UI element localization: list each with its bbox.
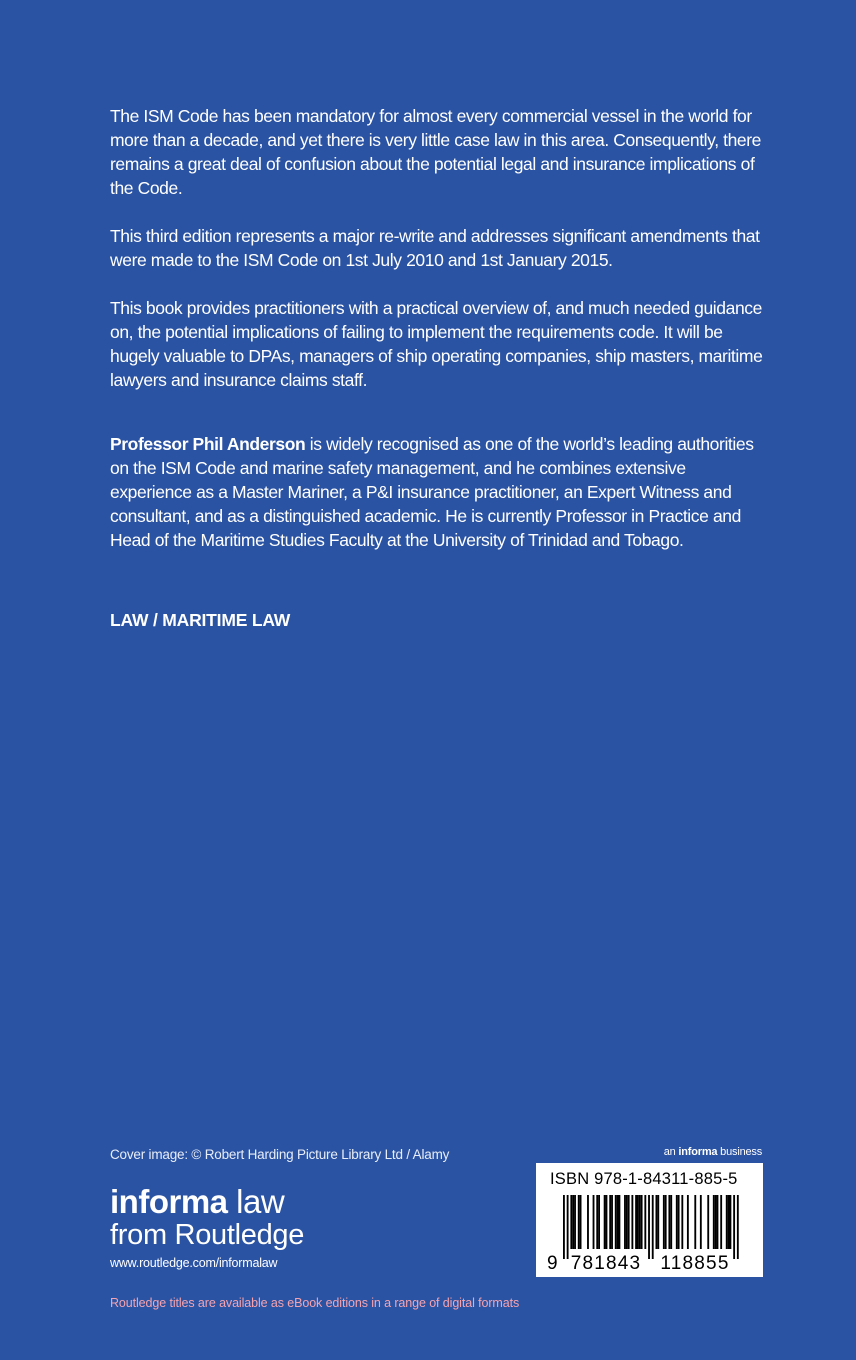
barcode-bar <box>713 1195 715 1249</box>
barcode-guard-bar <box>567 1195 569 1259</box>
barcode-bar <box>678 1195 680 1249</box>
barcode-bar <box>730 1195 732 1249</box>
barcode-bar <box>596 1195 598 1249</box>
barcode-bar <box>619 1195 621 1249</box>
barcode-bar <box>624 1195 626 1249</box>
barcode-bar <box>726 1195 728 1249</box>
blurb <box>110 104 770 576</box>
barcode-bar <box>656 1195 658 1249</box>
author-bio-text: is widely recognised as one of the world’s leading authorities on the ISM Code and marine safety management, and he combines extensive experience as a Master Mariner, a P&I insurance practitioner, an Expert Witness and consultant, and as a distinguished academic. He is currently Professor in Practice and Head of the Maritime Studies Faculty at the University of Trinidad and Tobago. <box>110 434 754 550</box>
barcode-guard-bar <box>733 1195 735 1259</box>
barcode-bar <box>572 1195 574 1249</box>
barcode-bar <box>687 1195 689 1249</box>
barcode-bar <box>657 1195 659 1249</box>
publisher-url: www.routledge.com/informalaw <box>110 1256 278 1270</box>
barcode-bar <box>670 1195 672 1249</box>
barcode-bar <box>609 1195 611 1249</box>
author-name: Professor Phil Anderson <box>110 434 306 454</box>
barcode-bar <box>626 1195 628 1249</box>
barcode-guard-bar <box>737 1195 739 1259</box>
barcode-bar <box>611 1195 613 1249</box>
barcode-bar <box>676 1195 678 1249</box>
isbn-barcode <box>536 1163 763 1277</box>
barcode-bar <box>681 1195 683 1249</box>
barcode-bar <box>578 1195 580 1249</box>
logo-law: law <box>227 1183 285 1220</box>
subject-category: LAW / MARITIME LAW <box>110 610 291 630</box>
barcode-guard-bar <box>648 1195 650 1259</box>
barcode-bar <box>617 1195 619 1249</box>
blurb-paragraph-1: The ISM Code has been mandatory for almost every commercial vessel in the world for more than a decade, and yet there is very little case law in this area. Consequently, there remains a great deal of confusion about the potential legal and insurance implications of the Code. <box>110 106 762 198</box>
barcode-bar <box>700 1195 702 1249</box>
barcode-bar <box>694 1195 696 1249</box>
ebook-availability-note: Routledge titles are available as eBook editions in a range of digital formats <box>110 1296 520 1310</box>
barcode-bar <box>574 1195 576 1249</box>
barcode-guard-bar <box>652 1195 654 1259</box>
publisher-logo <box>110 1184 304 1270</box>
barcode-bar <box>593 1195 595 1249</box>
business-prefix: an <box>663 1146 679 1158</box>
logo-subtitle: from Routledge <box>110 1219 305 1251</box>
barcode-bar <box>707 1195 709 1249</box>
barcode-right-digits: 118855 <box>660 1253 730 1274</box>
isbn-label: ISBN 978-1-84311-885-5 <box>550 1170 738 1188</box>
barcode-bar <box>631 1195 633 1249</box>
barcode-bar <box>668 1195 670 1249</box>
barcode-bar <box>728 1195 730 1249</box>
cover-image-credit: Cover image: © Robert Harding Picture Library Ltd / Alamy <box>110 1147 450 1162</box>
business-suffix: business <box>717 1146 762 1158</box>
barcode-bar <box>587 1195 589 1249</box>
blurb-paragraph-3: This book provides practitioners with a practical overview of, and much needed guidance on, the potential implications of failing to implement the requirements code. It will be hugely valuable to DPAs, managers of ship operating companies, ship masters, maritime lawyers and insurance claims staff. <box>110 298 763 390</box>
barcode-bar <box>665 1195 667 1249</box>
logo-title <box>110 1184 304 1220</box>
barcode-bar <box>604 1195 606 1249</box>
barcode-bar <box>598 1195 600 1249</box>
barcode-bars <box>536 1163 763 1277</box>
logo-brand: informa <box>110 1183 228 1220</box>
barcode-bar <box>641 1195 643 1249</box>
informa-business-tag <box>664 1146 762 1158</box>
barcode-bar <box>570 1195 572 1249</box>
barcode-bar <box>663 1195 665 1249</box>
barcode-bar <box>717 1195 719 1249</box>
barcode-bar <box>715 1195 717 1249</box>
barcode-bar <box>637 1195 639 1249</box>
business-brand: informa <box>678 1146 718 1158</box>
barcode-bar <box>720 1195 722 1249</box>
barcode-bar <box>615 1195 617 1249</box>
barcode-bar <box>644 1195 646 1249</box>
barcode-left-digits: 781843 <box>570 1253 642 1274</box>
barcode-bar <box>606 1195 608 1249</box>
blurb-paragraph-2: This third edition represents a major re-write and addresses significant amendments that were made to the ISM Code on 1st July 2010 and 1st January 2015. <box>110 226 760 270</box>
author-bio <box>110 432 770 552</box>
barcode-bar <box>628 1195 630 1249</box>
barcode-bar <box>639 1195 641 1249</box>
barcode-bar <box>635 1195 637 1249</box>
barcode-first-digit: 9 <box>547 1253 558 1274</box>
barcode-bar <box>580 1195 582 1249</box>
barcode-guard-bar <box>563 1195 565 1259</box>
